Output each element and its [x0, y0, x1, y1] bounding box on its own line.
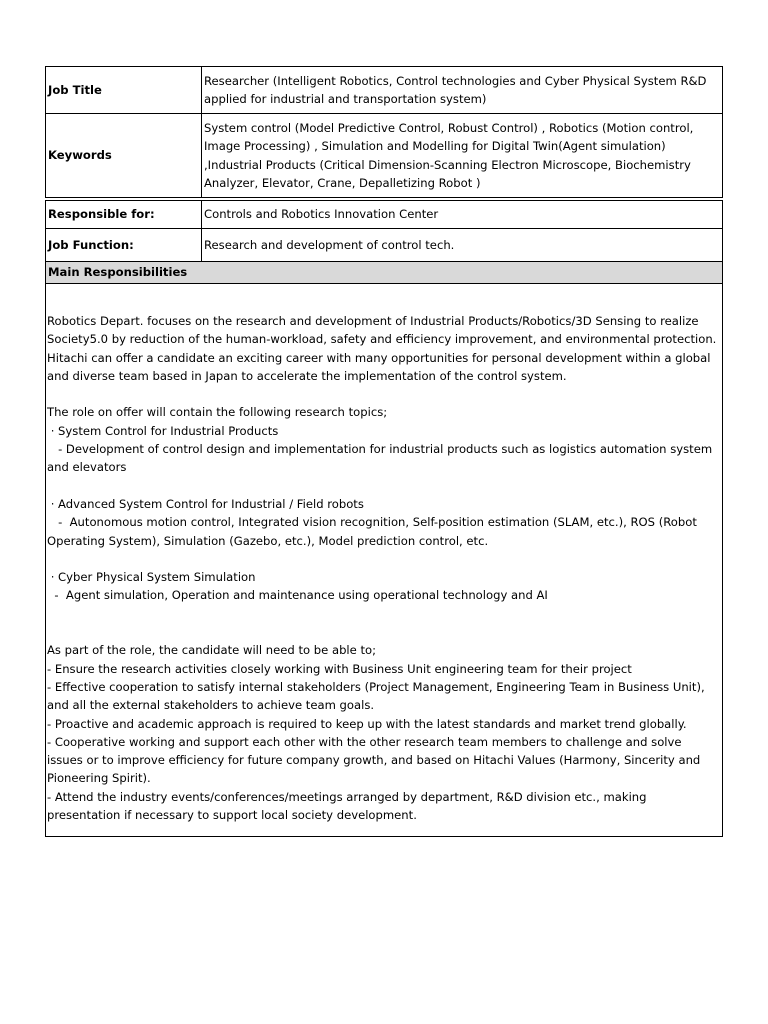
responsible-for-row — [46, 201, 723, 229]
main-responsibilities-body-row — [46, 284, 723, 837]
keywords-label: Keywords — [46, 114, 202, 198]
ability-item: - Attend the industry events/conferences/meetings arranged by department, R&D division etc., making presentation if necessary to support local society development. — [47, 789, 651, 823]
job-title-label: Job Title — [46, 67, 202, 114]
keywords-row — [46, 114, 723, 198]
keywords-value: System control (Model Predictive Control, Robust Control) , Robotics (Motion control, Image Processing) , Simulation and Modelling for Digital Twin(Agent simulation) ,Industrial Products (Critical Dimension-Scanning Electron Microscope, Biochemistry Analyzer, Elevator, Crane, Depalletizing Robot ) — [202, 114, 723, 198]
intro-paragraph: Robotics Depart. focuses on the research and development of Industrial Products/Robotics/3D Sensing to realize Society5.0 by reduction of the human-workload, safety and efficiency improvement, and environmental protection. Hitachi can offer a candidate an exciting career with many opportunities for personal development within a global and diverse team based in Japan to accelerate the implementation of the control system. — [47, 314, 721, 383]
job-title-row — [46, 67, 723, 114]
abilities-heading: As part of the role, the candidate will need to be able to; — [47, 643, 377, 658]
job-function-label: Job Function: — [46, 229, 202, 262]
job-function-value: Research and development of control tech. — [202, 229, 723, 262]
topic-3-title: · Cyber Physical System Simulation — [47, 570, 256, 585]
topic-2-block — [47, 495, 718, 550]
main-responsibilities-heading: Main Responsibilities — [46, 262, 723, 284]
ability-item: - Ensure the research activities closely working with Business Unit engineering team for their project — [47, 661, 632, 676]
ability-item: - Cooperative working and support each other with the other research team members to challenge and solve issues or to improve efficiency for future company growth, and based on Hitachi Values (Harmony, Sincerity and Pioneering Spirit). — [47, 734, 704, 786]
topic-1-detail: - Development of control design and implementation for industrial products such as logistics automation system and elevators — [47, 442, 716, 475]
responsible-for-label: Responsible for: — [46, 201, 202, 229]
abilities-block — [47, 641, 718, 824]
responsible-for-value: Controls and Robotics Innovation Center — [202, 201, 723, 229]
job-function-row — [46, 229, 723, 262]
topic-2-detail: - Autonomous motion control, Integrated vision recognition, Self-position estimation (SLAM, etc.), ROS (Robot Operating System), Simulation (Gazebo, etc.), Model prediction control, etc. — [47, 515, 701, 548]
job-description-table — [45, 66, 723, 837]
research-topics-block — [47, 403, 718, 476]
ability-item: - Effective cooperation to satisfy internal stakeholders (Project Management, Engineering Team in Business Unit), and all the external stakeholders to achieve team goals. — [47, 679, 709, 713]
main-responsibilities-body — [46, 284, 723, 837]
topics-heading: The role on offer will contain the following research topics; — [47, 405, 388, 420]
ability-item: - Proactive and academic approach is required to keep up with the latest standards and market trend globally. — [47, 716, 687, 731]
topic-2-title: · Advanced System Control for Industrial / Field robots — [47, 496, 364, 511]
topic-1-title: · System Control for Industrial Products — [47, 423, 279, 438]
job-title-value: Researcher (Intelligent Robotics, Control technologies and Cyber Physical System R&D applied for industrial and transportation system) — [202, 67, 723, 114]
topic-3-block — [47, 568, 718, 605]
topic-3-detail: - Agent simulation, Operation and maintenance using operational technology and AI — [47, 588, 548, 603]
main-responsibilities-header-row — [46, 262, 723, 284]
